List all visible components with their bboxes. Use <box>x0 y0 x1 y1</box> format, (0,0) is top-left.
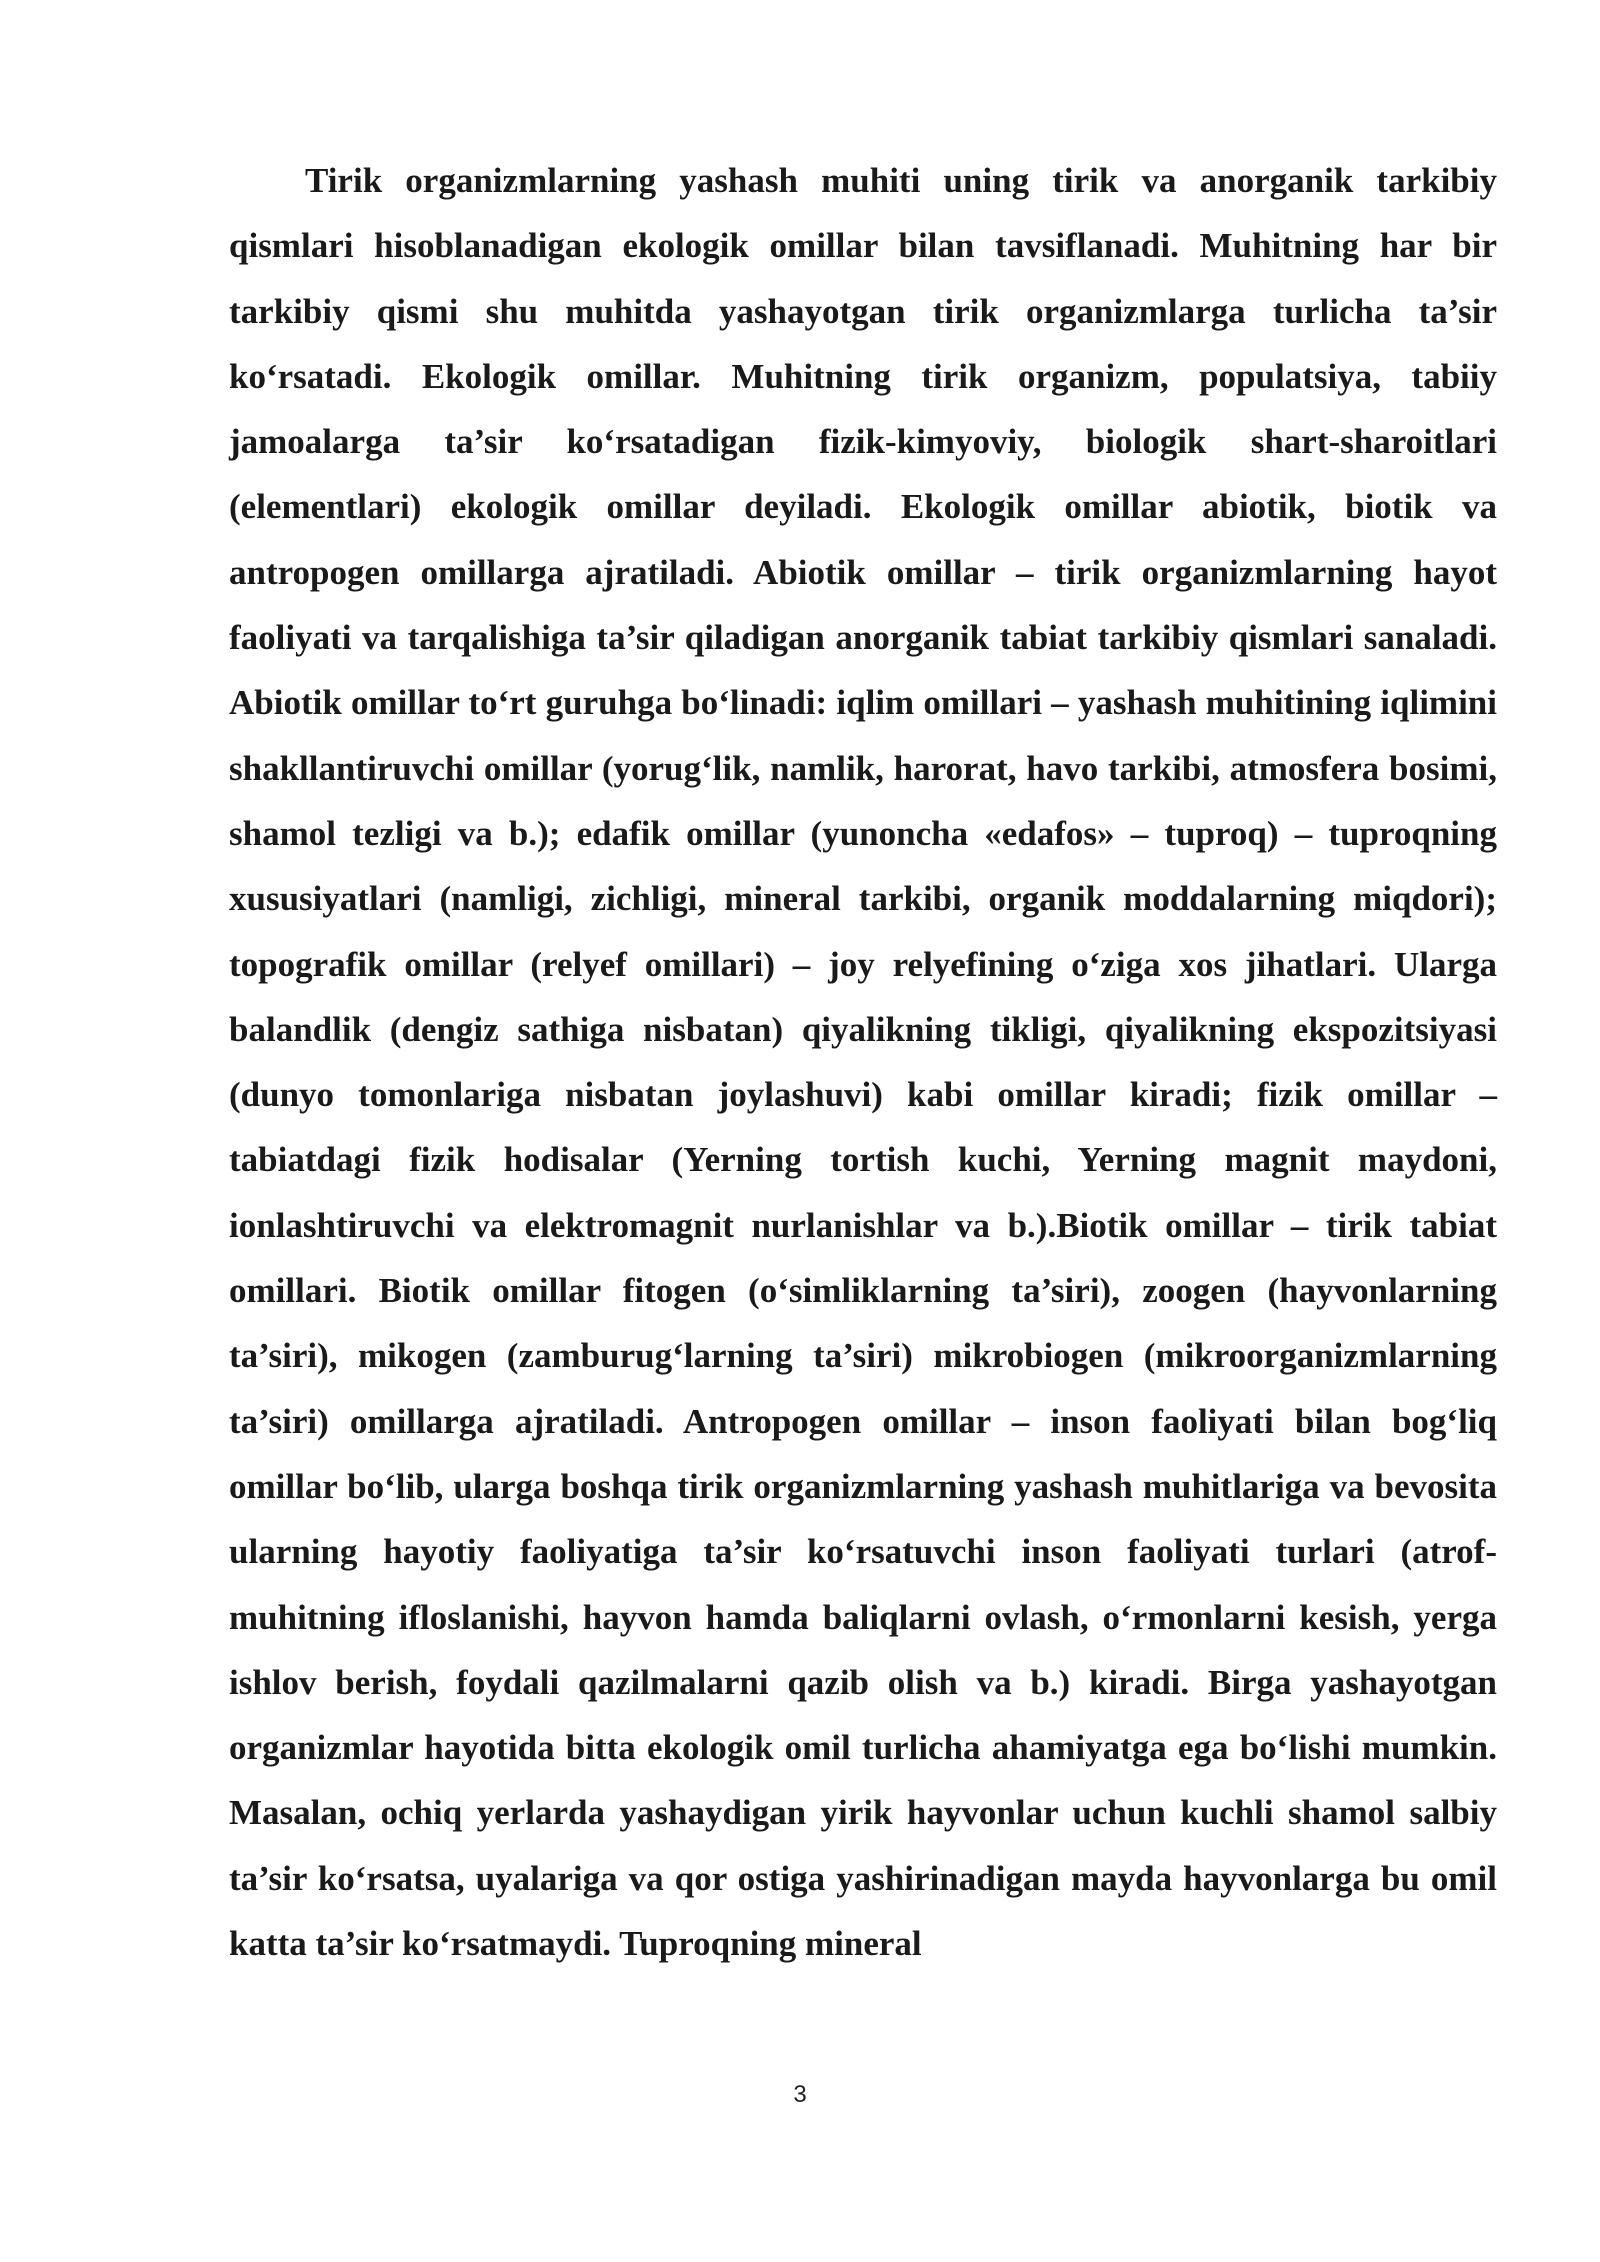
body-paragraph: Tirik organizmlarning yashash muhiti uning tirik va anorganik tarkibiy qismlari hisoblanadigan ekologik omillar bilan tavsiflanadi. Muhitning har bir tarkibiy qismi shu muhitda yashayotgan tirik organizmlarga turlicha ta’sir ko‘rsatadi. Ekologik omillar. Muhitning tirik organizm, populatsiya, tabiiy jamoalarga ta’sir ko‘rsatadigan fizik-kimyoviy, biologik shart-sharoitlari (elementlari) ekologik omillar deyiladi. Ekologik omillar abiotik, biotik va antropogen omillarga ajratiladi. Abiotik omillar – tirik organizmlarning hayot faoliyati va tarqalishiga ta’sir qiladigan anorganik tabiat tarkibiy qismlari sanaladi. Abiotik omillar to‘rt guruhga bo‘linadi: iqlim omillari – yashash muhitining iqlimini shakllantiruvchi omillar (yorug‘lik, namlik, harorat, havo tarkibi, atmosfera bosimi, shamol tezligi va b.); edafik omillar (yunoncha «edafos» – tuproq) – tuproqning xususiyatlari (namligi, zichligi, mineral tarkibi, organik moddalarning miqdori); topografik omillar (relyef omillari) – joy relyefining o‘ziga xos jihatlari. Ularga balandlik (dengiz sathiga nisbatan) qiyalikning tikligi, qiyalikning ekspozitsiyasi (dunyo tomonlariga nisbatan joylashuvi) kabi omillar kiradi; fizik omillar – tabiatdagi fizik hodisalar (Yerning tortish kuchi, Yerning magnit maydoni, ionlashtiruvchi va elektromagnit nurlanishlar va b.).Biotik omillar – tirik tabiat omillari. Biotik omillar fitogen (o‘simliklarning ta’siri), zoogen (hayvonlarning ta’siri), mikogen (zamburug‘larning ta’siri) mikrobiogen (mikroorganizmlarning ta’siri) omillarga ajratiladi. Antropogen omillar – inson faoliyati bilan bog‘liq omillar bo‘lib, ularga boshqa tirik organizmlarning yashash muhitlariga va bevosita ularning hayotiy faoliyatiga ta’sir ko‘rsatuvchi inson faoliyati turlari (atrof-muhitning ifloslanishi, hayvon hamda baliqlarni ovlash, o‘rmonlarni kesish, yerga ishlov berish, foydali qazilmalarni qazib olish va b.) kiradi. Birga yashayotgan organizmlar hayotida bitta ekologik omil turlicha ahamiyatga ega bo‘lishi mumkin. Masalan, ochiq yerlarda yashaydigan yirik hayvonlar uchun kuchli shamol salbiy ta’sir ko‘rsatsa, uyalariga va qor ostiga yashirinadigan mayda hayvonlarga bu omil katta ta’sir ko‘rsatmaydi. Tuproqning mineral <box>229 161 1497 1964</box>
page-number: 3 <box>793 2081 807 2108</box>
